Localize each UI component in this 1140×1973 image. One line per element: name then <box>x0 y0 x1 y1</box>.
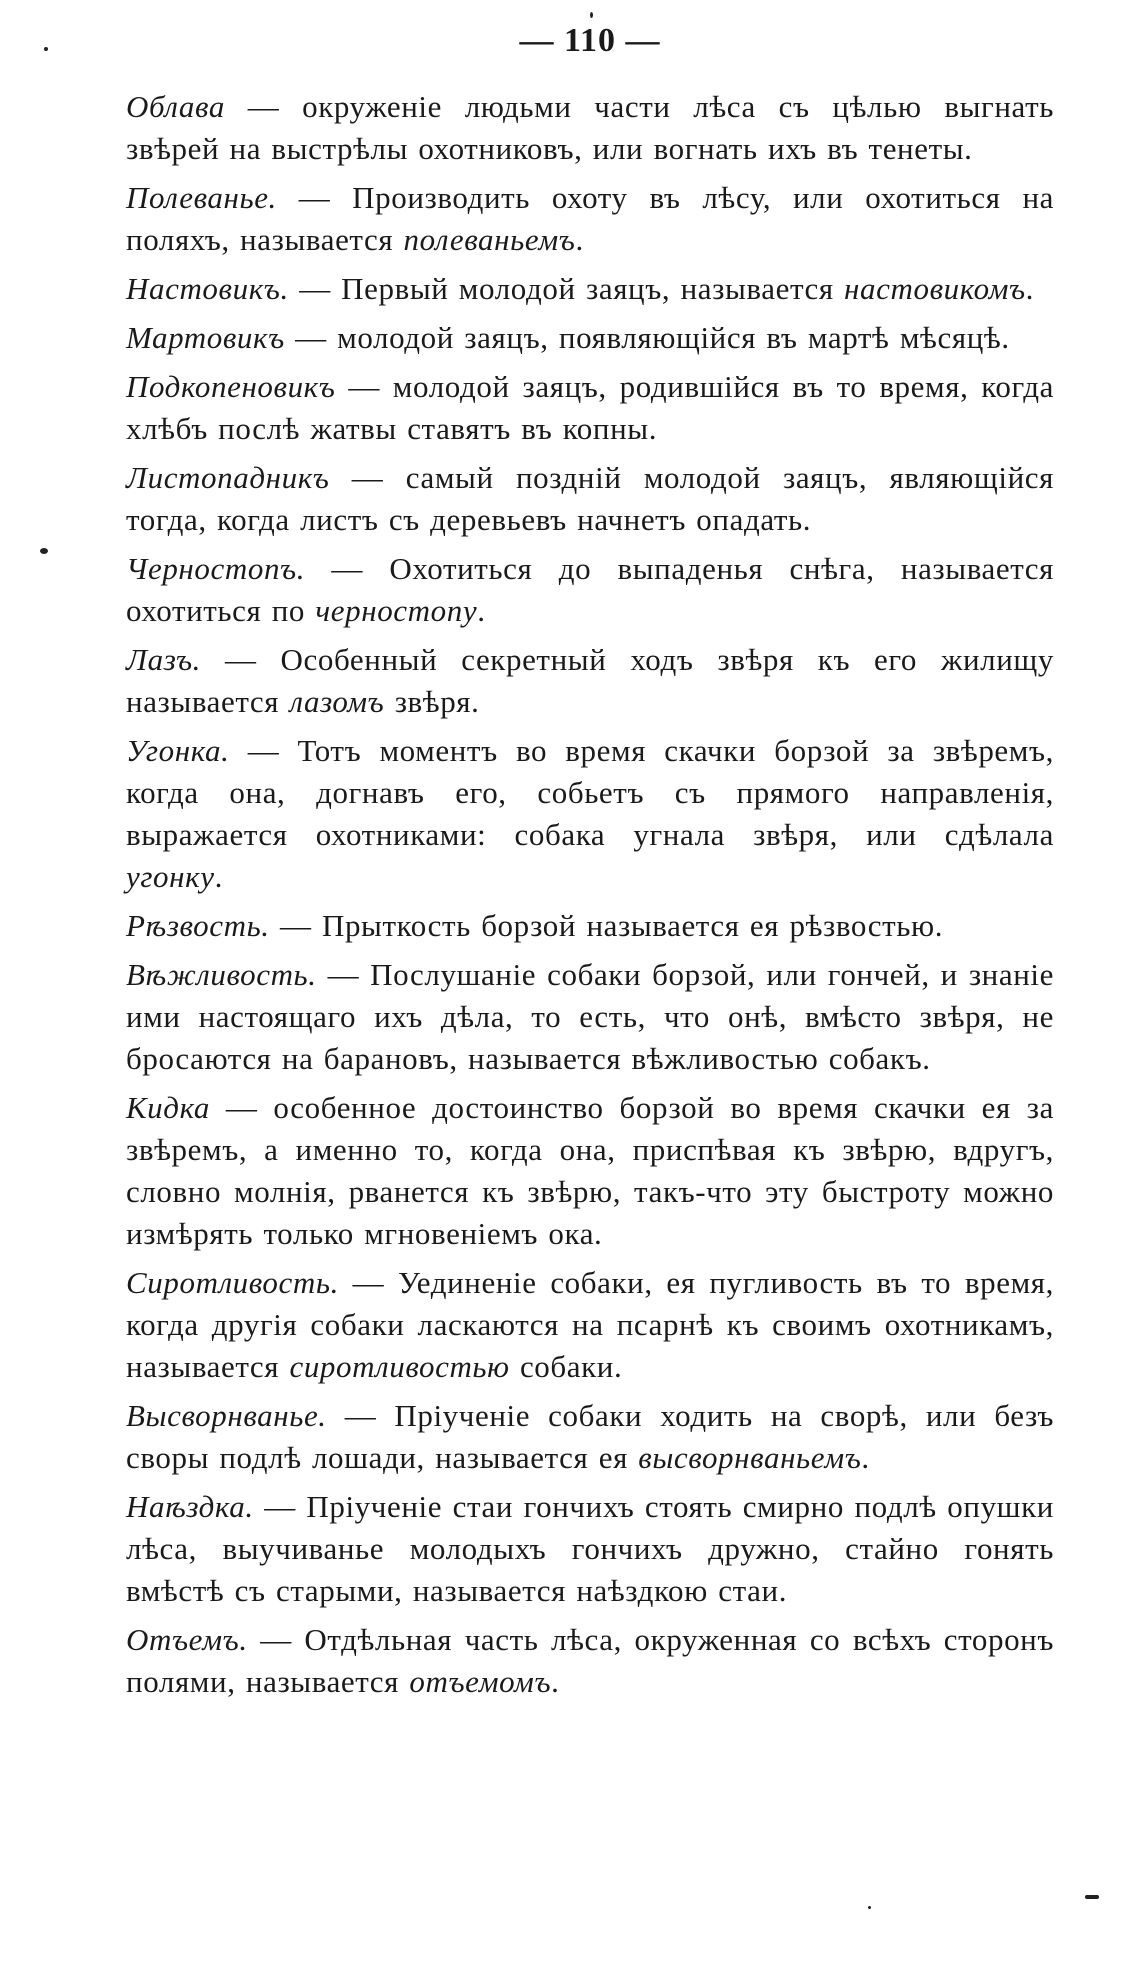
scan-speck <box>868 1906 871 1909</box>
glossary-entry <box>126 1486 1054 1612</box>
glossary-entry <box>126 1087 1054 1255</box>
entry-term: Черностопъ. <box>126 551 306 586</box>
entry-term: Сиротливость. <box>126 1265 339 1300</box>
entry-definition: — Особенный секретный ходъ звѣря къ его жилищу называется лазомъ звѣря. <box>126 642 1054 719</box>
entry-definition: — Прыткость борзой называется ея рѣзвостью. <box>269 908 944 943</box>
glossary-entry <box>126 954 1054 1080</box>
entry-definition: — молодой заяцъ, появляющійся въ мартѣ мѣсяцѣ. <box>284 320 1010 355</box>
glossary-entry <box>126 905 1054 947</box>
glossary-entry <box>126 317 1054 359</box>
glossary-entry <box>126 548 1054 632</box>
entry-term: Полеванье. <box>126 180 277 215</box>
entry-term: Настовикъ. <box>126 271 289 306</box>
entry-term: Угонка. <box>126 733 230 768</box>
entry-definition: — Пріученіе собаки ходить на сворѣ, или безъ своры подлѣ лошади, называется ея высворнваньемъ. <box>126 1398 1054 1475</box>
glossary-entry <box>126 366 1054 450</box>
entry-term: Наѣздка. <box>126 1489 254 1524</box>
entry-definition: — молодой заяцъ, родившійся въ то время, когда хлѣбъ послѣ жатвы ставятъ въ копны. <box>126 369 1054 446</box>
glossary-entry <box>126 1262 1054 1388</box>
page-number: — 110 — <box>519 22 661 59</box>
entry-definition: — Производить охоту въ лѣсу, или охотиться на поляхъ, называется полеваньемъ. <box>126 180 1054 257</box>
entry-definition: — Охотиться до выпаденья снѣга, называется охотиться по черностопу. <box>126 551 1054 628</box>
entry-definition: — Послушаніе собаки борзой, или гончей, и знаніе ими настоящаго ихъ дѣла, то есть, что онѣ, вмѣсто звѣря, не бросаются на барановъ, называется вѣжливостью собакъ. <box>126 957 1054 1076</box>
entry-term: Подкопеновикъ <box>126 369 336 404</box>
entry-definition: — Тотъ моментъ во время скачки борзой за звѣремъ, когда она, догнавъ его, собьетъ съ прямого направленія, выражается охотниками: собака угнала звѣря, или сдѣлала угонку. <box>126 733 1054 894</box>
entry-definition: — окруженіе людьми части лѣса съ цѣлью выгнать звѣрей на выстрѣлы охотниковъ, или вогнать ихъ въ тенеты. <box>126 89 1054 166</box>
entry-term: Листопадникъ <box>126 460 330 495</box>
entry-term: Отъемъ. <box>126 1622 248 1657</box>
glossary-entry <box>126 639 1054 723</box>
entry-term: Рѣзвость. <box>126 908 270 943</box>
entry-term: Облава <box>126 89 225 124</box>
entry-definition: — Первый молодой заяцъ, называется настовикомъ. <box>288 271 1035 306</box>
scan-speck <box>44 47 48 51</box>
glossary-entry <box>126 268 1054 310</box>
entry-term: Кидка <box>126 1090 210 1125</box>
glossary-entry <box>126 1619 1054 1703</box>
glossary-entries <box>126 86 1054 1710</box>
entry-definition: — Пріученіе стаи гончихъ стоять смирно подлѣ опушки лѣса, выучиванье молодыхъ гончихъ дружно, стайно гонять вмѣстѣ съ старыми, называется наѣздкою стаи. <box>126 1489 1054 1608</box>
entry-definition: — особенное достоинство борзой во время скачки ея за звѣремъ, а именно то, когда она, приспѣвая къ звѣрю, вдругъ, словно молнія, рванется къ звѣрю, такъ-что эту быстроту можно измѣрять только мгновеніемъ ока. <box>126 1090 1054 1251</box>
entry-term: Вѣжливость. <box>126 957 317 992</box>
glossary-entry <box>126 177 1054 261</box>
entry-definition: — самый поздній молодой заяцъ, являющійся тогда, когда листъ съ деревьевъ начнетъ опадать. <box>126 460 1054 537</box>
entry-term: Лазъ. <box>126 642 202 677</box>
entry-definition: — Отдѣльная часть лѣса, окруженная со всѣхъ сторонъ полями, называется отъемомъ. <box>126 1622 1054 1699</box>
glossary-entry <box>126 86 1054 170</box>
entry-definition: — Уединеніе собаки, ея пугливость въ то время, когда другія собаки ласкаются на псарнѣ къ своимъ охотникамъ, называется сиротливостью собаки. <box>126 1265 1054 1384</box>
entry-term: Мартовикъ <box>126 320 285 355</box>
scan-speck <box>1085 1895 1099 1899</box>
glossary-entry <box>126 457 1054 541</box>
glossary-entry <box>126 1395 1054 1479</box>
scan-speck <box>40 548 48 554</box>
entry-term: Высворнванье. <box>126 1398 327 1433</box>
glossary-entry <box>126 730 1054 898</box>
scan-speck <box>590 12 593 18</box>
